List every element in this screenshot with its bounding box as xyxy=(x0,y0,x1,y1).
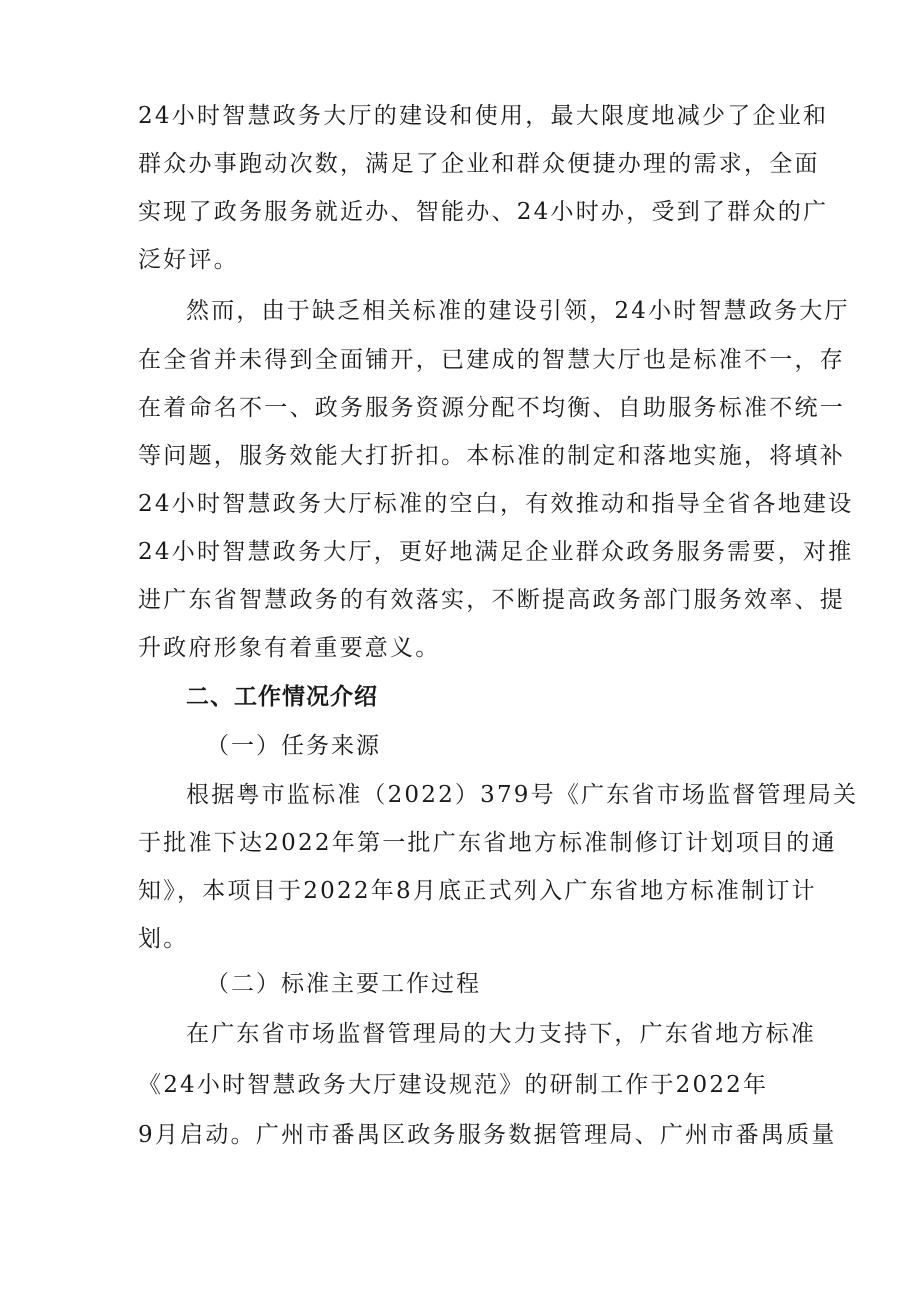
paragraph-2-line-1: 然而，由于缺乏相关标准的建设引领，24小时智慧政务大厅 xyxy=(186,298,850,324)
paragraph-2-line-6: 24小时智慧政务大厅，更好地满足企业群众政务服务需要，对推 xyxy=(138,539,854,565)
section-heading: 二、工作情况介绍 xyxy=(186,684,378,710)
paragraph-1-line-4: 泛好评。 xyxy=(138,247,239,273)
subsection-2-line-1: 在广东省市场监督管理局的大力支持下，广东省地方标准 xyxy=(186,1021,816,1047)
paragraph-2-line-4: 等问题，服务效能大打折扣。本标准的制定和落地实施，将填补 xyxy=(138,443,845,469)
subsection-2-line-2: 《24小时智慧政务大厅建设规范》的研制工作于2022年 xyxy=(138,1072,769,1098)
paragraph-1-line-3: 实现了政务服务就近办、智能办、24小时办，受到了群众的广 xyxy=(138,199,829,225)
subsection-1-line-1: 根据粤市监标准（2022）379号《广东省市场监督管理局关 xyxy=(186,782,859,808)
paragraph-2-line-5: 24小时智慧政务大厅标准的空白，有效推动和指导全省各地建设 xyxy=(138,491,854,517)
paragraph-2-line-8: 升政府形象有着重要意义。 xyxy=(138,635,441,661)
subsection-2-line-3: 9月启动。广州市番禺区政务服务数据管理局、广州市番禺质量 xyxy=(138,1122,837,1148)
paragraph-1-line-2: 群众办事跑动次数，满足了企业和群众便捷办理的需求，全面 xyxy=(138,151,820,177)
subsection-1-line-2: 于批准下达2022年第一批广东省地方标准制修订计划项目的通 xyxy=(138,830,837,856)
subsection-1-line-3: 知》，本项目于2022年8月底正式列入广东省地方标准制订计 xyxy=(138,878,817,904)
subsection-2-title: （二）标准主要工作过程 xyxy=(206,971,481,997)
paragraph-2-line-3: 在着命名不一、政务服务资源分配不均衡、自助服务标准不统一 xyxy=(138,395,845,421)
subsection-1-title: （一）任务来源 xyxy=(206,733,381,759)
paragraph-1-line-1: 24小时智慧政务大厅的建设和使用，最大限度地减少了企业和 xyxy=(138,103,829,129)
paragraph-2-line-2: 在全省并未得到全面铺开，已建成的智慧大厅也是标准不一，存 xyxy=(138,347,845,373)
subsection-1-line-4: 划。 xyxy=(138,926,189,952)
paragraph-2-line-7: 进广东省智慧政务的有效落实，不断提高政务部门服务效率、提 xyxy=(138,587,845,613)
